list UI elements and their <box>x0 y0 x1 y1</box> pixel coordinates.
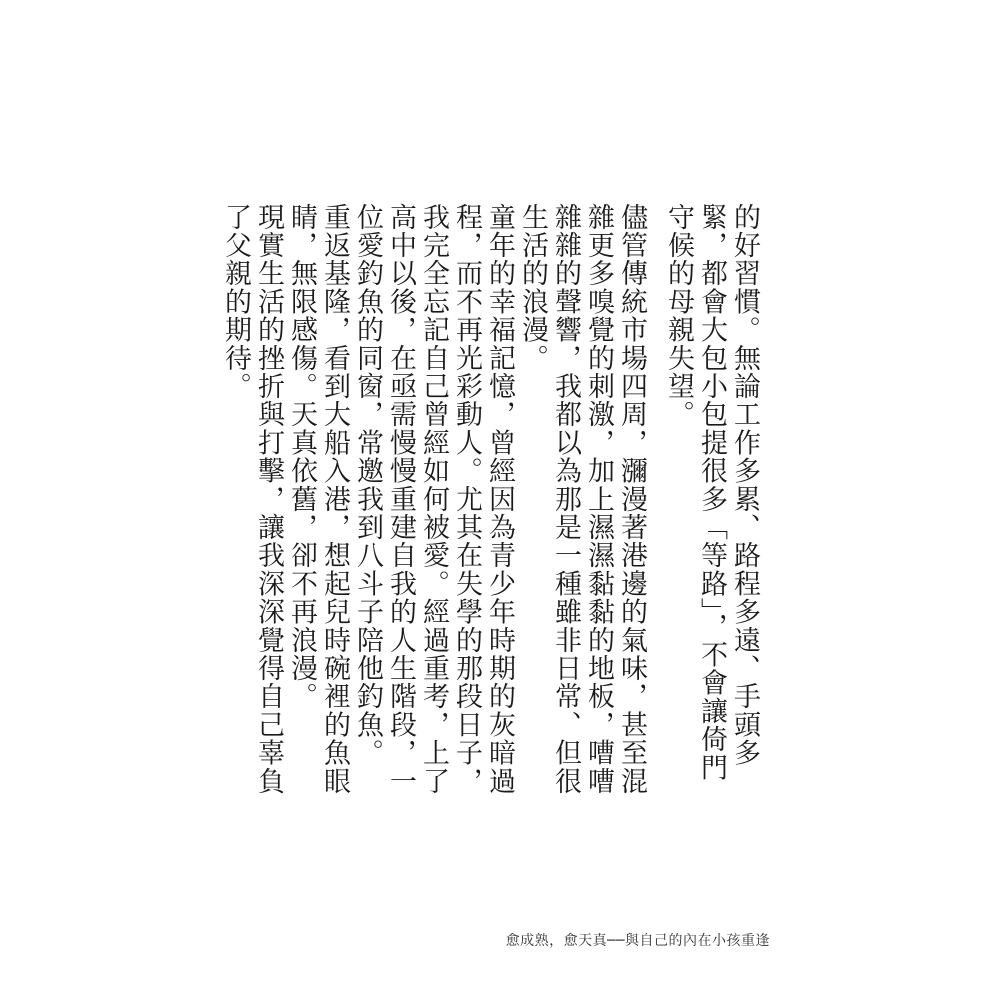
running-title-footer: 愈成熟，愈天真──與自己的內在小孩重逢 <box>505 933 770 949</box>
paragraph-2: 儘管傳統市場四周，瀰漫著港邊的氣味，甚至混雜更多嗅覺的刺激，加上濕濕黏黏的地板，嘈嘈雜雜的聲響，我都以為那是一種雖非日常、但很生活的浪漫。 <box>517 203 647 796</box>
paragraph-4: 重返基隆，看到大船入港，想起兒時碗裡的魚眼睛，無限感傷。天真依舊，卻不再浪漫。 <box>286 203 350 796</box>
vertical-body-text <box>219 203 775 803</box>
paragraph-3: 童年的幸福記憶，曾經因為青少年時期的灰暗過程，而不再光彩動人。尤其在失學的那段日子，我完全忘記自己曾經如何被愛。經過重考，上了高中以後，在亟需慢慢重建自我的人生階段，一位愛釣魚的同窗，常邀我到八斗子陪他釣魚。 <box>352 203 515 796</box>
paragraph-5: 現實生活的挫折與打擊，讓我深深覺得自己辜負了父親的期待。 <box>220 203 284 796</box>
paragraph-1: 的好習慣。無論工作多累、路程多遠、手頭多緊，都會大包小包提很多「等路」，不會讓倚門守候的母親失望。 <box>663 203 760 782</box>
